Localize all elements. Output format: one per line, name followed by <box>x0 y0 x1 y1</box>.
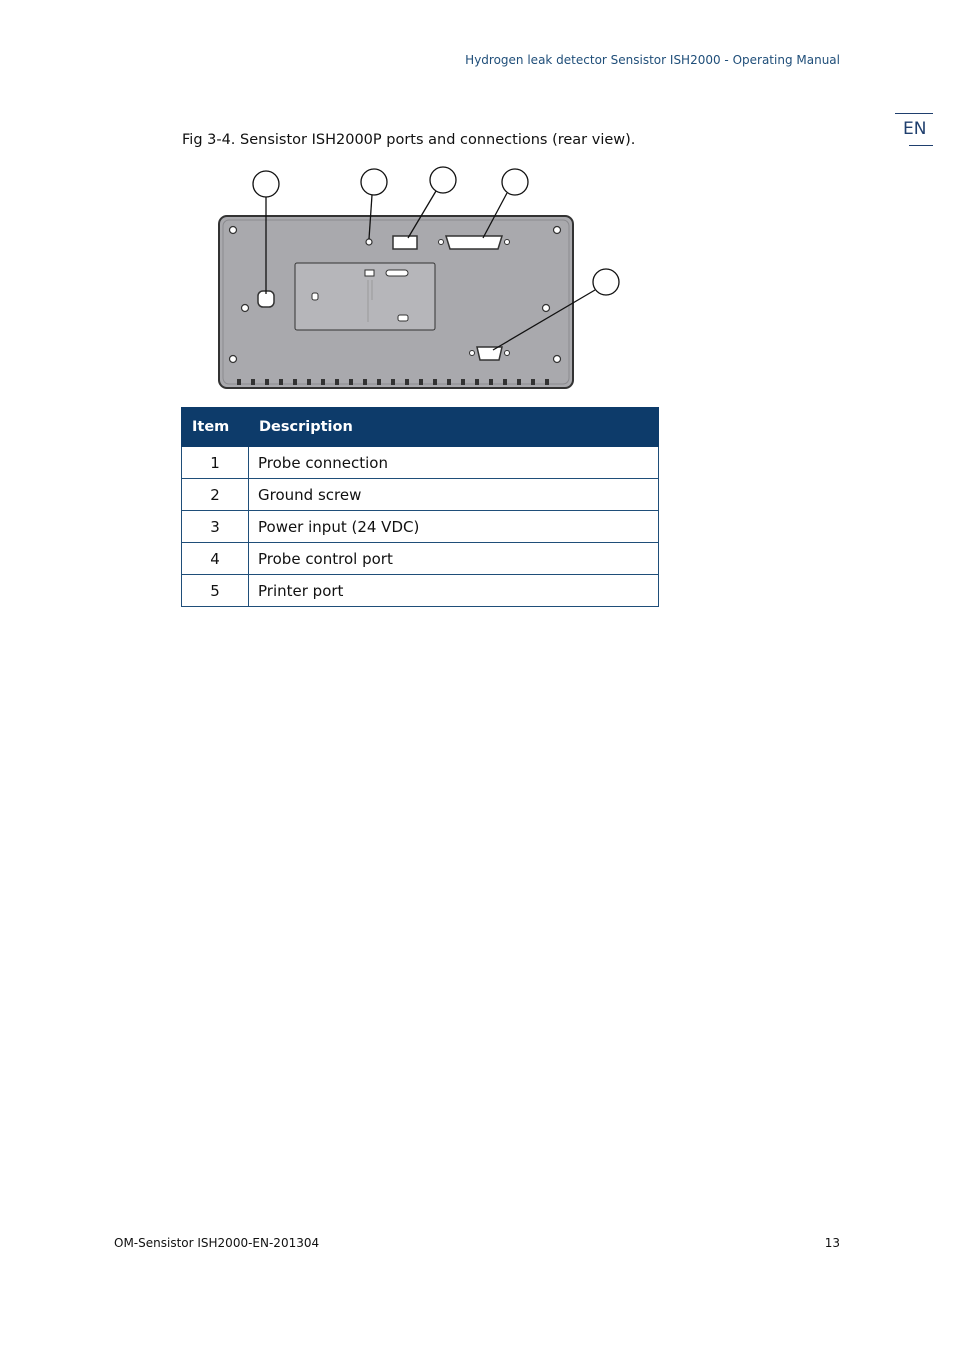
plate-small-port <box>398 315 408 321</box>
item-description: Ground screw <box>249 479 659 511</box>
column-header-description: Description <box>249 408 659 447</box>
table-row <box>182 511 659 543</box>
language-tab-bottom-rule <box>909 145 933 146</box>
plate-slot <box>386 270 408 276</box>
item-description: Printer port <box>249 575 659 607</box>
callout-4 <box>502 169 528 195</box>
item-number: 3 <box>182 511 249 543</box>
item-description: Power input (24 VDC) <box>249 511 659 543</box>
page-number: 13 <box>824 1236 840 1250</box>
column-header-item: Item <box>182 408 249 447</box>
plate-left-socket <box>312 293 318 300</box>
language-tab-top-rule <box>895 113 933 114</box>
table-row <box>182 447 659 479</box>
item-description: Probe control port <box>249 543 659 575</box>
plate-switch <box>365 270 374 276</box>
ground-screw <box>366 239 372 245</box>
running-header: Hydrogen leak detector Sensistor ISH2000 - Operating Manual <box>465 53 840 67</box>
ports-table <box>181 407 659 607</box>
power-input-port <box>393 236 417 249</box>
callout-1 <box>253 171 279 197</box>
item-number: 1 <box>182 447 249 479</box>
table-row <box>182 575 659 607</box>
table-row <box>182 479 659 511</box>
table-row <box>182 543 659 575</box>
document-id: OM-Sensistor ISH2000-EN-201304 <box>114 1236 320 1250</box>
item-number: 2 <box>182 479 249 511</box>
callout-2 <box>361 169 387 195</box>
item-description: Probe connection <box>249 447 659 479</box>
printer-port <box>477 347 502 360</box>
language-tab <box>895 113 933 146</box>
rear-view-illustration <box>200 160 640 400</box>
item-number: 5 <box>182 575 249 607</box>
callout-5 <box>593 269 619 295</box>
figure-caption: Fig 3-4. Sensistor ISH2000P ports and connections (rear view). <box>182 132 636 148</box>
item-number: 4 <box>182 543 249 575</box>
language-label: EN <box>903 119 927 139</box>
callout-3 <box>430 167 456 193</box>
probe-control-port <box>446 236 502 249</box>
table-header-row <box>182 408 659 447</box>
